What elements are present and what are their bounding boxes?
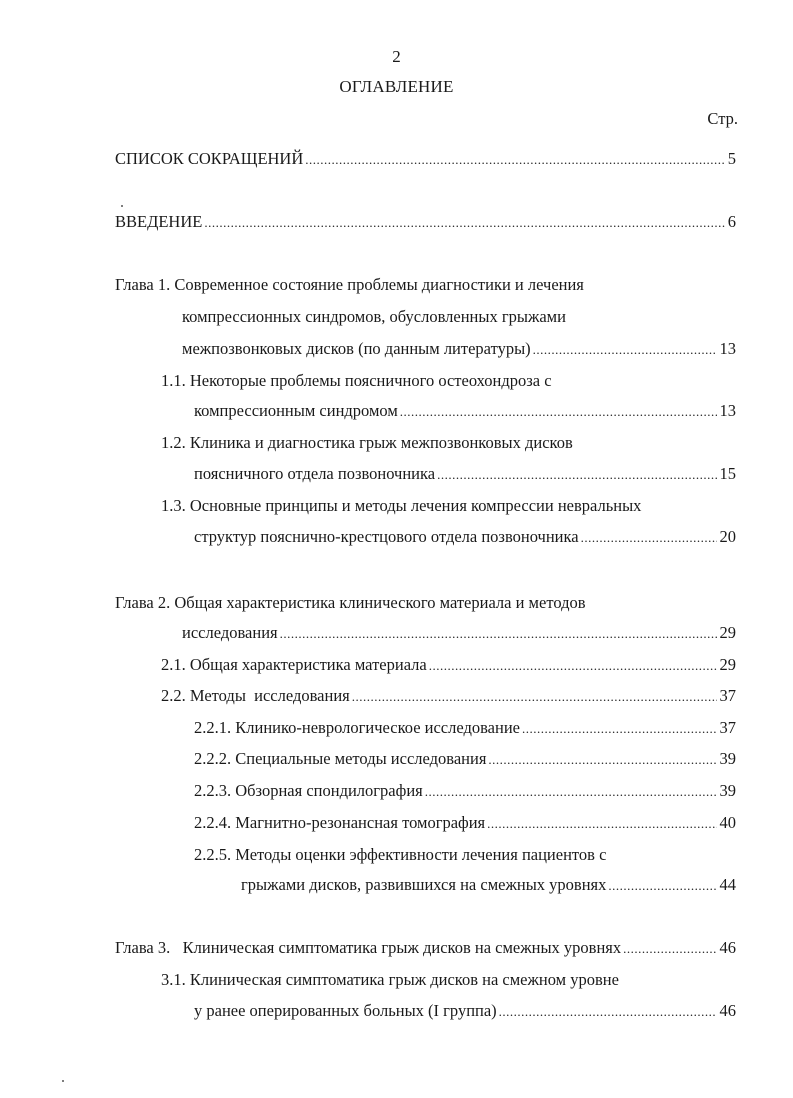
- toc-leader-dots: [533, 339, 717, 361]
- toc-leader-dots: [429, 655, 717, 677]
- toc-entry-text: грыжами дисков, развившихся на смежных уровнях: [241, 875, 607, 894]
- toc-leader-dots: [623, 938, 716, 960]
- toc-entry-page: 37: [719, 718, 736, 737]
- toc-section-1-1-line2: [194, 400, 736, 422]
- toc-chapter-1-line3: [182, 338, 736, 360]
- toc-entry-page: 46: [719, 1001, 736, 1020]
- toc-entry-text: межпозвонковых дисков (по данным литературы): [182, 339, 531, 358]
- toc-section-1-1-line1: 1.1. Некоторые проблемы поясничного остеохондроза с: [161, 371, 552, 390]
- toc-section-1-3-line1: 1.3. Основные принципы и методы лечения компрессии невральных: [161, 496, 642, 515]
- toc-section-1-2-line2: [194, 463, 736, 485]
- toc-entry-text: компрессионным синдромом: [194, 401, 398, 420]
- scan-speck: [62, 1080, 64, 1082]
- toc-entry-introduction: [115, 211, 736, 233]
- toc-chapter-2-line1: Глава 2. Общая характеристика клинического материала и методов: [115, 593, 586, 612]
- toc-entry-page: 46: [719, 938, 736, 957]
- toc-entry-text: Глава 3. Клиническая симптоматика грыж дисков на смежных уровнях: [115, 938, 622, 957]
- toc-leader-dots: [581, 527, 717, 549]
- toc-leader-dots: [425, 781, 717, 803]
- toc-entry-page: 40: [719, 813, 736, 832]
- toc-entry-text: 2.1. Общая характеристика материала: [161, 655, 427, 674]
- toc-entry-page: 29: [719, 623, 736, 642]
- toc-entry-page: 13: [719, 401, 736, 420]
- toc-entry-page: 5: [727, 149, 736, 168]
- toc-chapter-1-line2: компрессионных синдромов, обусловленных грыжами: [182, 307, 566, 326]
- toc-section-3-1-line2: [194, 1000, 736, 1022]
- toc-section-2-2-2: [194, 748, 736, 770]
- toc-leader-dots: [487, 813, 716, 835]
- toc-section-2-1: [161, 654, 736, 676]
- toc-entry-abbreviations: [115, 148, 736, 170]
- toc-leader-dots: [400, 401, 717, 423]
- toc-chapter-1-line1: Глава 1. Современное состояние проблемы диагностики и лечения: [115, 275, 584, 294]
- toc-leader-dots: [280, 623, 717, 645]
- scan-speck: [121, 205, 123, 207]
- toc-entry-text: поясничного отдела позвоночника: [194, 464, 436, 483]
- toc-entry-page: 39: [719, 749, 736, 768]
- toc-leader-dots: [352, 686, 717, 708]
- toc-entry-text: структур пояснично-крестцового отдела позвоночника: [194, 527, 579, 546]
- toc-entry-page: 39: [719, 781, 736, 800]
- toc-entry-page: 6: [727, 212, 736, 231]
- toc-title: ОГЛАВЛЕНИЕ: [339, 77, 454, 96]
- toc-entry-text: 2.2.3. Обзорная спондилография: [194, 781, 423, 800]
- toc-leader-dots: [204, 212, 724, 234]
- toc-section-1-2-line1: 1.2. Клиника и диагностика грыж межпозвонковых дисков: [161, 433, 573, 452]
- toc-section-2-2-3: [194, 780, 736, 802]
- toc-entry-text: 2.2. Методы исследования: [161, 686, 350, 705]
- toc-entry-page: 20: [719, 527, 736, 546]
- toc-entry-page: 15: [719, 464, 736, 483]
- toc-chapter-3: [115, 937, 736, 959]
- toc-entry-page: 37: [719, 686, 736, 705]
- toc-entry-text: ВВЕДЕНИЕ: [115, 212, 203, 231]
- toc-leader-dots: [522, 718, 717, 740]
- toc-chapter-2-line2: [182, 622, 736, 644]
- toc-leader-dots: [305, 149, 724, 171]
- toc-leader-dots: [437, 464, 716, 486]
- toc-section-2-2-4: [194, 812, 736, 834]
- toc-entry-page: 44: [719, 875, 736, 894]
- toc-leader-dots: [608, 875, 716, 897]
- toc-entry-text: СПИСОК СОКРАЩЕНИЙ: [115, 149, 304, 168]
- toc-section-2-2: [161, 685, 736, 707]
- toc-entry-page: 13: [719, 339, 736, 358]
- page-number: 2: [392, 47, 401, 66]
- toc-section-3-1-line1: 3.1. Клиническая симптоматика грыж дисков на смежном уровне: [161, 970, 619, 989]
- toc-entry-text: 2.2.1. Клинико-неврологическое исследование: [194, 718, 520, 737]
- toc-entry-text: 2.2.2. Специальные методы исследования: [194, 749, 487, 768]
- toc-entry-text: 2.2.4. Магнитно-резонансная томография: [194, 813, 486, 832]
- page-column-header: Стр.: [707, 109, 738, 128]
- toc-leader-dots: [499, 1001, 717, 1023]
- toc-entry-page: 29: [719, 655, 736, 674]
- toc-entry-text: у ранее оперированных больных (I группа): [194, 1001, 497, 1020]
- toc-entry-text: исследования: [182, 623, 278, 642]
- toc-section-2-2-1: [194, 717, 736, 739]
- toc-leader-dots: [488, 749, 716, 771]
- toc-section-1-3-line2: [194, 526, 736, 548]
- toc-section-2-2-5-line1: 2.2.5. Методы оценки эффективности лечения пациентов с: [194, 845, 607, 864]
- toc-section-2-2-5-line2: [241, 874, 736, 896]
